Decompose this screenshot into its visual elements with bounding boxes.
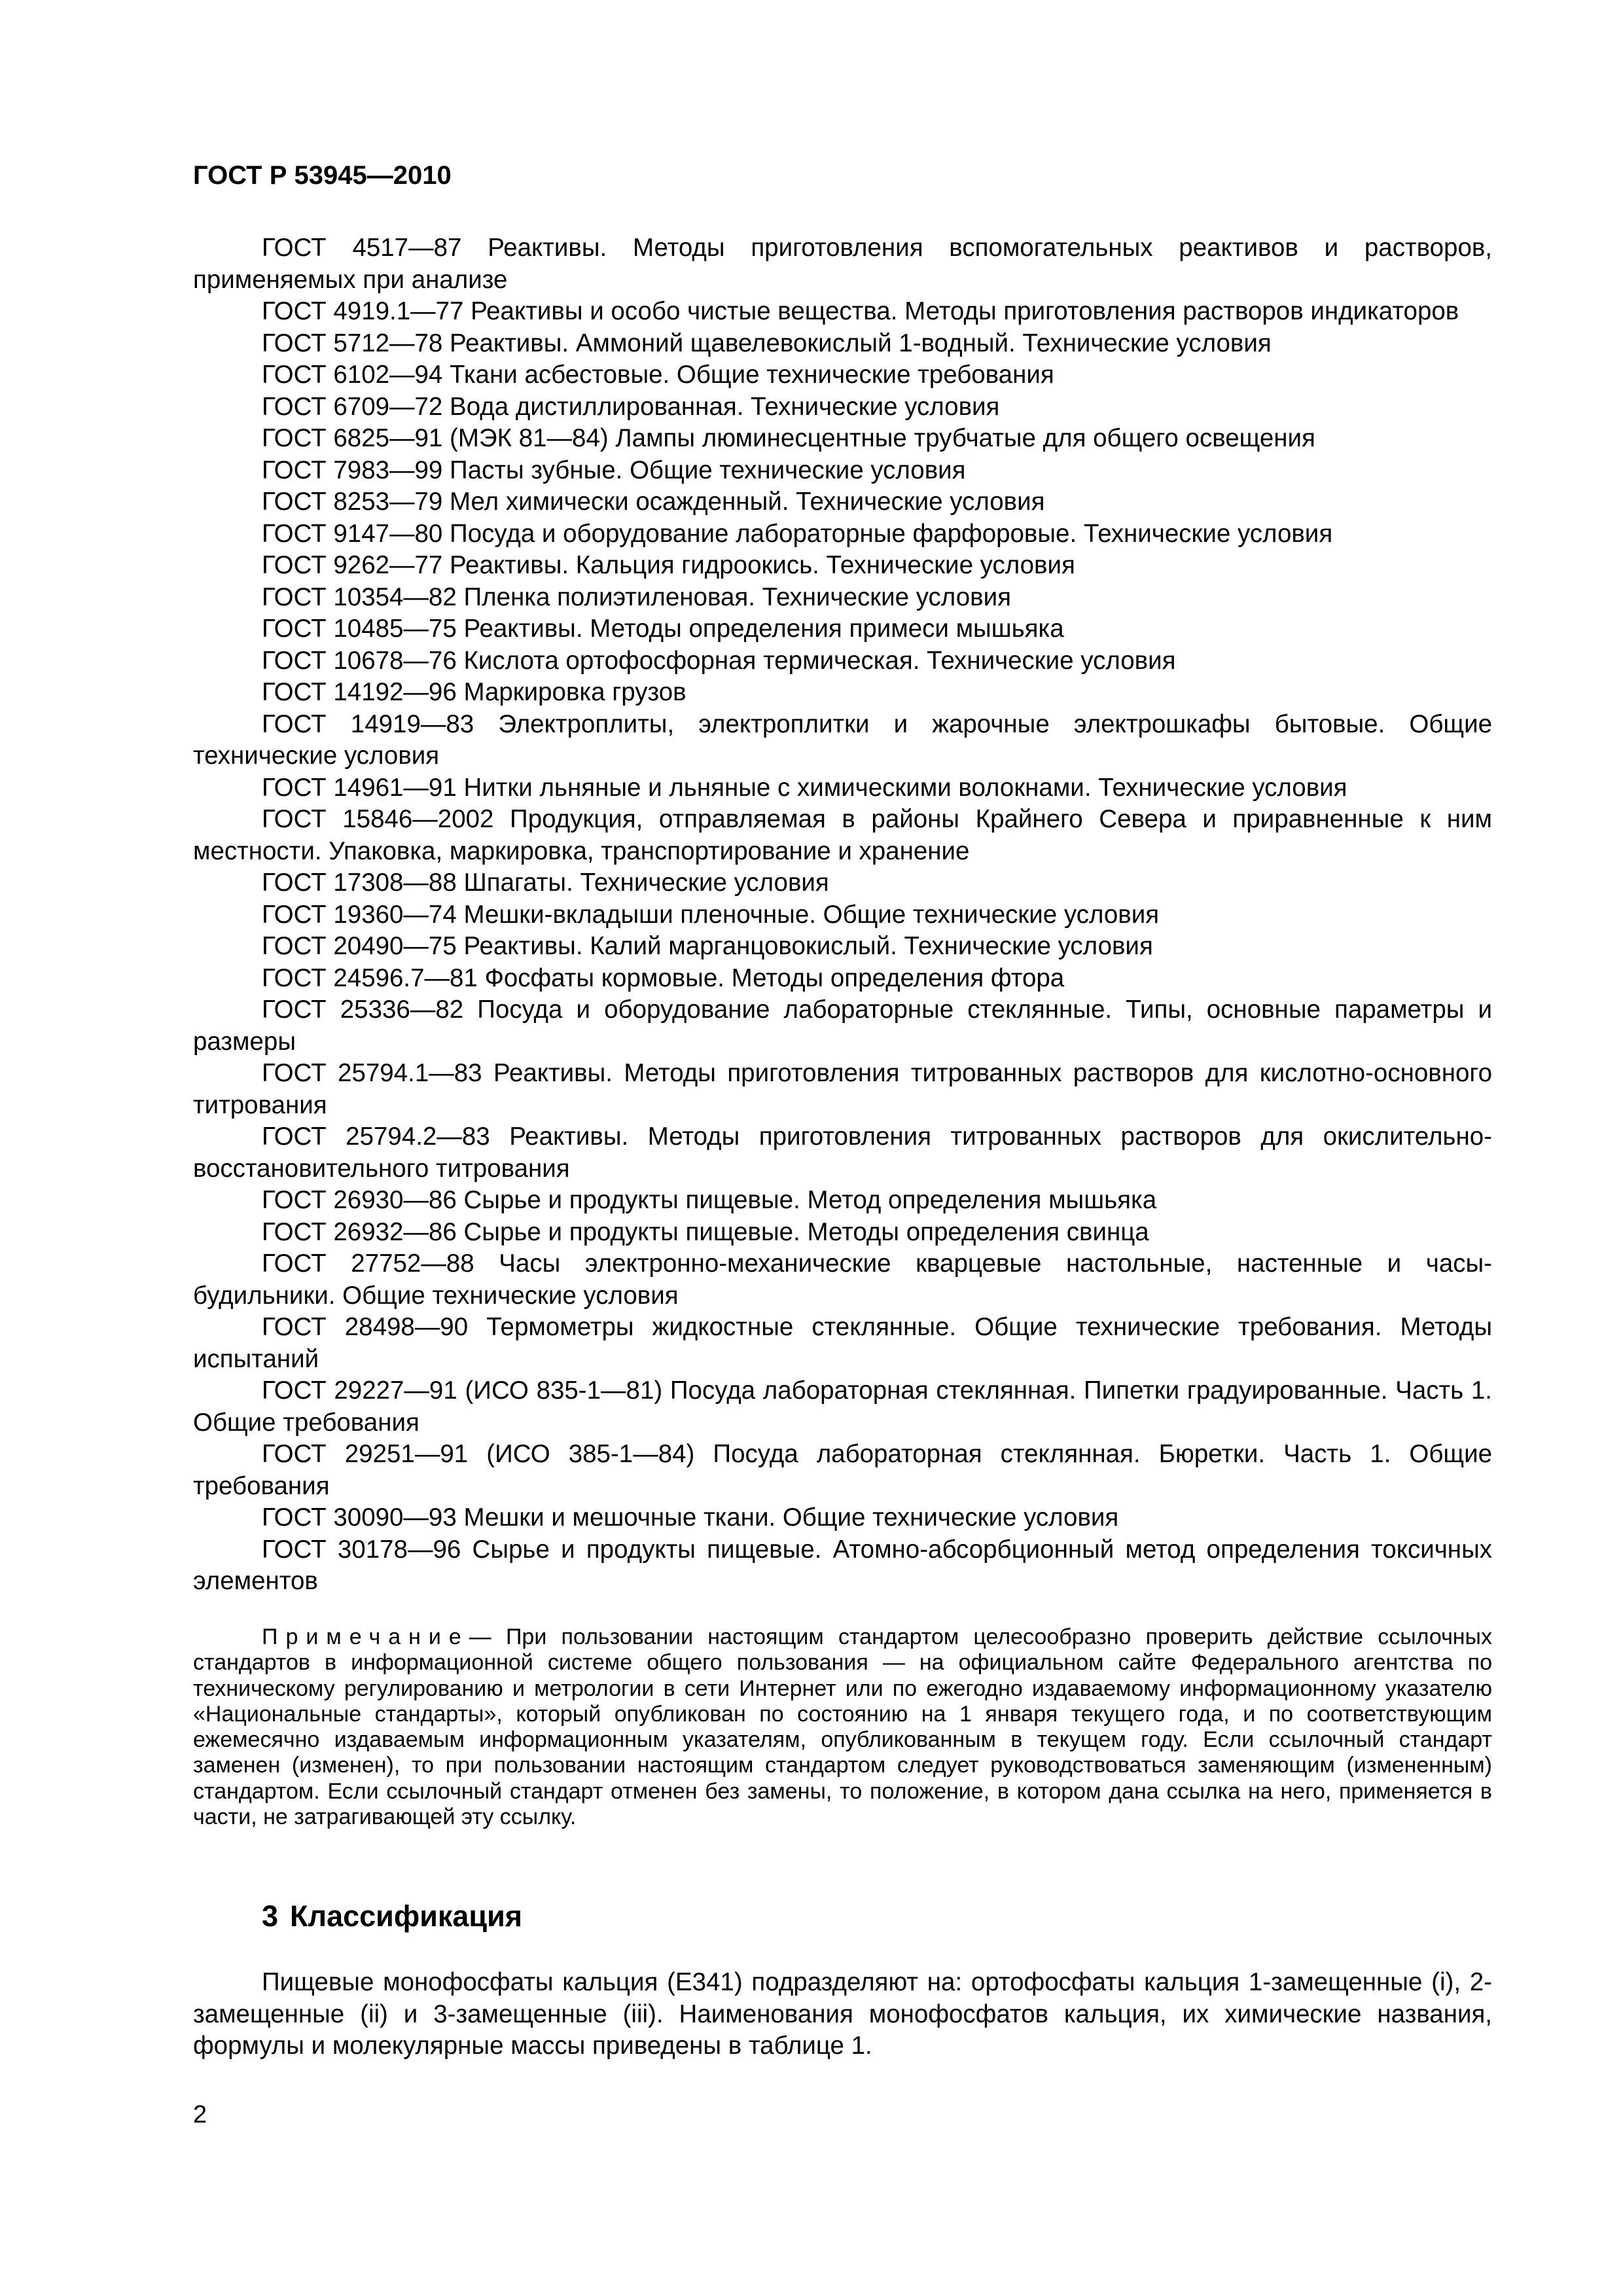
reference-item [193, 359, 1492, 391]
reference-item [193, 423, 1492, 455]
reference-code: ГОСТ 19360—74 [262, 900, 457, 929]
reference-title: (ИСО 835-1—81) Посуда лабораторная стеклянная. Пипетки градуированные. Часть 1. Общие требования [193, 1376, 1492, 1437]
reference-item [193, 1375, 1492, 1439]
section-number: 3 [262, 1899, 279, 1933]
reference-code: ГОСТ 15846—2002 [262, 805, 494, 833]
reference-title: Посуда и оборудование лабораторные стеклянные. Типы, основные параметры и размеры [193, 996, 1492, 1056]
reference-code: ГОСТ 20490—75 [262, 932, 457, 960]
reference-item [193, 772, 1492, 804]
reference-item [193, 232, 1492, 296]
reference-item [193, 486, 1492, 518]
reference-code: ГОСТ 25336—82 [262, 996, 464, 1024]
reference-code: ГОСТ 8253—79 [262, 488, 443, 516]
reference-code: ГОСТ 26932—86 [262, 1217, 457, 1246]
reference-item [193, 867, 1492, 899]
reference-item [193, 804, 1492, 867]
reference-title: Реактивы. Методы приготовления титрованных растворов для окислительно-восстановительного титрования [193, 1122, 1492, 1183]
reference-title: Посуда и оборудование лабораторные фарфоровые. Технические условия [450, 519, 1333, 548]
reference-code: ГОСТ 29251—91 [262, 1440, 469, 1468]
reference-title: Реактивы. Аммоний щавелевокислый 1-водный. Технические условия [450, 329, 1272, 357]
reference-item [193, 296, 1492, 328]
reference-item [193, 455, 1492, 487]
reference-code: ГОСТ 6102—94 [262, 361, 443, 389]
reference-item [193, 518, 1492, 550]
section-heading [262, 1901, 522, 1931]
reference-code: ГОСТ 25794.1—83 [262, 1059, 482, 1087]
reference-item [193, 994, 1492, 1058]
reference-code: ГОСТ 25794.2—83 [262, 1122, 490, 1151]
reference-title: Пленка полиэтиленовая. Технические условия [463, 583, 1011, 611]
reference-item [193, 550, 1492, 582]
note-label: Примечание [262, 1624, 469, 1649]
reference-title: Мешки и мешочные ткани. Общие технические условия [463, 1503, 1119, 1532]
reference-title: (МЭК 81—84) Лампы люминесцентные трубчатые для общего освещения [450, 424, 1315, 452]
reference-title: Вода дистиллированная. Технические условия [450, 392, 1000, 421]
reference-title: Часы электронно-механические кварцевые настольные, настенные и часы-будильники. Общие технические условия [193, 1249, 1492, 1310]
reference-item [193, 645, 1492, 677]
reference-code: ГОСТ 10354—82 [262, 583, 457, 611]
reference-title: Мел химически осажденный. Технические условия [450, 488, 1045, 516]
reference-title: Мешки-вкладыши пленочные. Общие технические условия [463, 900, 1160, 929]
section-title: Классификация [290, 1899, 522, 1933]
reference-code: ГОСТ 6709—72 [262, 392, 443, 421]
reference-title: Продукция, отправляемая в районы Крайнего Севера и приравненные к ним местности. Упаковка, маркировка, транспортирование и хранение [193, 805, 1492, 865]
reference-title: Реактивы. Методы приготовления вспомогательных реактивов и растворов, применяемых при анализе [193, 234, 1492, 294]
reference-item [193, 391, 1492, 423]
reference-item [193, 1534, 1492, 1598]
reference-item [193, 1058, 1492, 1121]
reference-item [193, 1439, 1492, 1502]
reference-item [193, 677, 1492, 709]
reference-code: ГОСТ 29227—91 [262, 1376, 457, 1405]
reference-title: Термометры жидкостные стеклянные. Общие технические требования. Методы испытаний [193, 1313, 1492, 1373]
reference-title: Шпагаты. Технические условия [463, 869, 829, 897]
reference-code: ГОСТ 4517—87 [262, 234, 462, 262]
reference-item [193, 963, 1492, 995]
reference-item [193, 613, 1492, 645]
reference-code: ГОСТ 28498—90 [262, 1313, 469, 1341]
reference-item [193, 328, 1492, 360]
reference-title: Реактивы. Методы приготовления титрованных растворов для кислотно-основного титрования [193, 1059, 1492, 1119]
reference-title: Нитки льняные и льняные с химическими волокнами. Технические условия [463, 773, 1347, 802]
reference-item [193, 709, 1492, 772]
reference-title: Фосфаты кормовые. Методы определения фтора [484, 963, 1065, 992]
reference-title: Сырье и продукты пищевые. Метод определения мышьяка [463, 1186, 1157, 1214]
note-text: — При пользовании настоящим стандартом целесообразно проверить действие ссылочных стандартов в информационной системе общего пользования — на официальном сайте Федерального агентства по техническому регулированию и метрологии в сети Интернет или по ежегодно издаваемому информационному указателю «Национальные стандарты», который опубликован по состоянию на 1 января текущего года, и по соответствующим ежемесячно издаваемым информационным указателям, опубликованным в текущем году. Если ссылочный стандарт заменен (изменен), то при пользовании настоящим стандартом следует руководствоваться заменяющим (измененным) стандартом. Если ссылочный стандарт отменен без замены, то положение, в котором дана ссылка на него, применяется в части, не затрагивающей эту ссылку. [193, 1624, 1492, 1830]
reference-code: ГОСТ 9147—80 [262, 519, 443, 548]
reference-code: ГОСТ 7983—99 [262, 456, 443, 484]
reference-title: Ткани асбестовые. Общие технические требования [450, 361, 1054, 389]
reference-code: ГОСТ 17308—88 [262, 869, 457, 897]
reference-item [193, 1121, 1492, 1185]
reference-title: Кислота ортофосфорная термическая. Технические условия [463, 646, 1176, 675]
normative-references-list [193, 232, 1492, 1598]
reference-code: ГОСТ 24596.7—81 [262, 963, 478, 992]
reference-title: Маркировка грузов [463, 678, 687, 706]
reference-item [193, 1502, 1492, 1534]
reference-code: ГОСТ 6825—91 [262, 424, 443, 452]
reference-item [193, 899, 1492, 931]
reference-title: Реактивы и особо чистые вещества. Методы приготовления растворов индикаторов [471, 297, 1459, 325]
reference-code: ГОСТ 10678—76 [262, 646, 457, 675]
reference-title: Сырье и продукты пищевые. Атомно-абсорбционный метод определения токсичных элементов [193, 1535, 1492, 1595]
document-header-title: ГОСТ Р 53945—2010 [193, 161, 452, 190]
reference-item [193, 1248, 1492, 1312]
reference-code: ГОСТ 26930—86 [262, 1186, 457, 1214]
reference-code: ГОСТ 14919—83 [262, 709, 474, 738]
reference-code: ГОСТ 30090—93 [262, 1503, 457, 1532]
reference-title: Сырье и продукты пищевые. Методы определения свинца [463, 1217, 1149, 1246]
reference-code: ГОСТ 4919.1—77 [262, 297, 464, 325]
reference-title: Реактивы. Калий марганцовокислый. Технические условия [463, 932, 1153, 960]
reference-title: Реактивы. Кальция гидроокись. Технические условия [450, 551, 1075, 579]
reference-code: ГОСТ 9262—77 [262, 551, 443, 579]
reference-code: ГОСТ 27752—88 [262, 1249, 474, 1278]
reference-item [193, 1185, 1492, 1217]
reference-item [193, 931, 1492, 963]
reference-title: Электроплиты, электроплитки и жарочные электрошкафы бытовые. Общие технические условия [193, 709, 1493, 770]
reference-item [193, 1217, 1492, 1249]
reference-code: ГОСТ 5712—78 [262, 329, 443, 357]
reference-code: ГОСТ 10485—75 [262, 615, 457, 643]
reference-code: ГОСТ 14961—91 [262, 773, 457, 802]
reference-code: ГОСТ 14192—96 [262, 678, 457, 706]
page-number: 2 [193, 2101, 207, 2128]
reference-note [193, 1624, 1492, 1830]
reference-item [193, 582, 1492, 614]
reference-title: Реактивы. Методы определения примеси мышьяка [463, 615, 1064, 643]
reference-item [193, 1312, 1492, 1375]
classification-paragraph: Пищевые монофосфаты кальция (Е341) подразделяют на: ортофосфаты кальция 1-замещенные (i), 2-замещенные (ii) и 3-замещенные (iii). Наименования монофосфатов кальция, их химические названия, формулы и молекулярные массы приведены в таблице 1. [193, 1968, 1492, 2060]
reference-title: Пасты зубные. Общие технические условия [450, 456, 966, 484]
reference-title: (ИСО 385-1—84) Посуда лабораторная стеклянная. Бюретки. Часть 1. Общие требования [193, 1440, 1492, 1500]
reference-code: ГОСТ 30178—96 [262, 1535, 461, 1564]
